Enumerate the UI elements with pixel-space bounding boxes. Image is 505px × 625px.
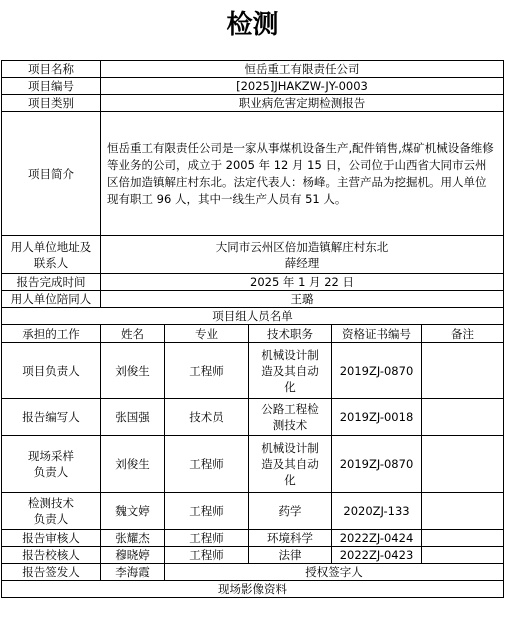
member-name: 魏文婷: [101, 493, 165, 530]
member-cert: 2019ZJ-0870: [332, 436, 422, 493]
member-major: 工程师: [165, 530, 249, 547]
member-note: [422, 493, 504, 530]
member-cert: 2022ZJ-0424: [332, 530, 422, 547]
value-project-intro: 恒岳重工有限责任公司是一家从事煤机设备生产,配件销售,煤矿机械设备维修等业务的公司，成立于 2005 年 12 月 15 日，公司位于山西省大同市云州区倍加造镇解庄村东北。法定代表人：杨峰。主营产品为挖掘机。用人单位现有职工 96 人，其中一线生产人员有 51 人。: [101, 112, 504, 236]
member-role: 项目负责人: [2, 343, 101, 399]
label-project-code: 项目编号: [2, 78, 101, 95]
row-escort: [2, 291, 504, 308]
member-title: 药学: [249, 493, 332, 530]
member-role: 报告校核人: [2, 547, 101, 564]
member-cert: 2020ZJ-133: [332, 493, 422, 530]
member-name: 刘俊生: [101, 343, 165, 399]
signer-name: 李海霞: [101, 564, 165, 581]
table-row: [2, 436, 504, 493]
member-title: 公路工程检 测技术: [249, 399, 332, 436]
label-report-date: 报告完成时间: [2, 274, 101, 291]
member-name: 张耀杰: [101, 530, 165, 547]
col-header-major: 专业: [165, 325, 249, 343]
label-project-intro: 项目简介: [2, 112, 101, 236]
col-header-note: 备注: [422, 325, 504, 343]
table-row: [2, 547, 504, 564]
member-title: 机械设计制 造及其自动 化: [249, 436, 332, 493]
project-info-table: [1, 60, 504, 598]
member-major: 工程师: [165, 436, 249, 493]
member-note: [422, 530, 504, 547]
table-row: [2, 343, 504, 399]
member-major: 技术员: [165, 399, 249, 436]
col-header-name: 姓名: [101, 325, 165, 343]
member-cert: 2019ZJ-0018: [332, 399, 422, 436]
label-escort: 用人单位陪同人: [2, 291, 101, 308]
value-contact: 薛经理: [284, 255, 320, 270]
value-project-type: 职业病危害定期检测报告: [101, 95, 504, 112]
member-name: 张国强: [101, 399, 165, 436]
member-note: [422, 399, 504, 436]
signer-value: 授权签字人: [165, 564, 504, 581]
label-address-line1: 用人单位地址及: [10, 239, 92, 254]
label-address-line2: 联系人: [33, 255, 69, 270]
member-role: 现场采样 负责人: [2, 436, 101, 493]
row-project-name: [2, 61, 504, 78]
col-header-cert: 资格证书编号: [332, 325, 422, 343]
row-members-header: [2, 308, 504, 325]
row-member-columns: [2, 325, 504, 343]
member-title: 环境科学: [249, 530, 332, 547]
member-role: 报告审核人: [2, 530, 101, 547]
member-note: [422, 343, 504, 399]
row-project-type: [2, 95, 504, 112]
members-header: 项目组人员名单: [2, 308, 504, 325]
value-report-date: 2025 年 1 月 22 日: [101, 274, 504, 291]
page-title: 检测: [226, 10, 279, 40]
member-cert: 2022ZJ-0423: [332, 547, 422, 564]
table-row: [2, 399, 504, 436]
row-project-code: [2, 78, 504, 95]
member-note: [422, 547, 504, 564]
member-title: 机械设计制 造及其自动 化: [249, 343, 332, 399]
member-role: 检测技术 负责人: [2, 493, 101, 530]
row-footer: [2, 581, 504, 598]
member-name: 穆晓婷: [101, 547, 165, 564]
value-address-line: 大同市云州区倍加造镇解庄村东北: [215, 239, 389, 254]
site-images-header: 现场影像资料: [2, 581, 504, 598]
member-major: 工程师: [165, 343, 249, 399]
row-report-date: [2, 274, 504, 291]
member-major: 工程师: [165, 493, 249, 530]
value-project-name: 恒岳重工有限责任公司: [101, 61, 504, 78]
member-note: [422, 436, 504, 493]
signer-role: 报告签发人: [2, 564, 101, 581]
member-role: 报告编写人: [2, 399, 101, 436]
label-project-type: 项目类别: [2, 95, 101, 112]
value-project-code: [2025]JHAKZW-JY-0003: [101, 78, 504, 95]
value-escort: 王璐: [101, 291, 504, 308]
row-project-intro: [2, 112, 504, 236]
table-row: [2, 530, 504, 547]
member-name: 刘俊生: [101, 436, 165, 493]
col-header-role: 承担的工作: [2, 325, 101, 343]
member-title: 法律: [249, 547, 332, 564]
value-address: [101, 236, 504, 274]
col-header-title: 技术职务: [249, 325, 332, 343]
member-major: 工程师: [165, 547, 249, 564]
member-cert: 2019ZJ-0870: [332, 343, 422, 399]
label-address: [2, 236, 101, 274]
row-address: [2, 236, 504, 274]
table-row: [2, 493, 504, 530]
label-project-name: 项目名称: [2, 61, 101, 78]
row-signer: [2, 564, 504, 581]
